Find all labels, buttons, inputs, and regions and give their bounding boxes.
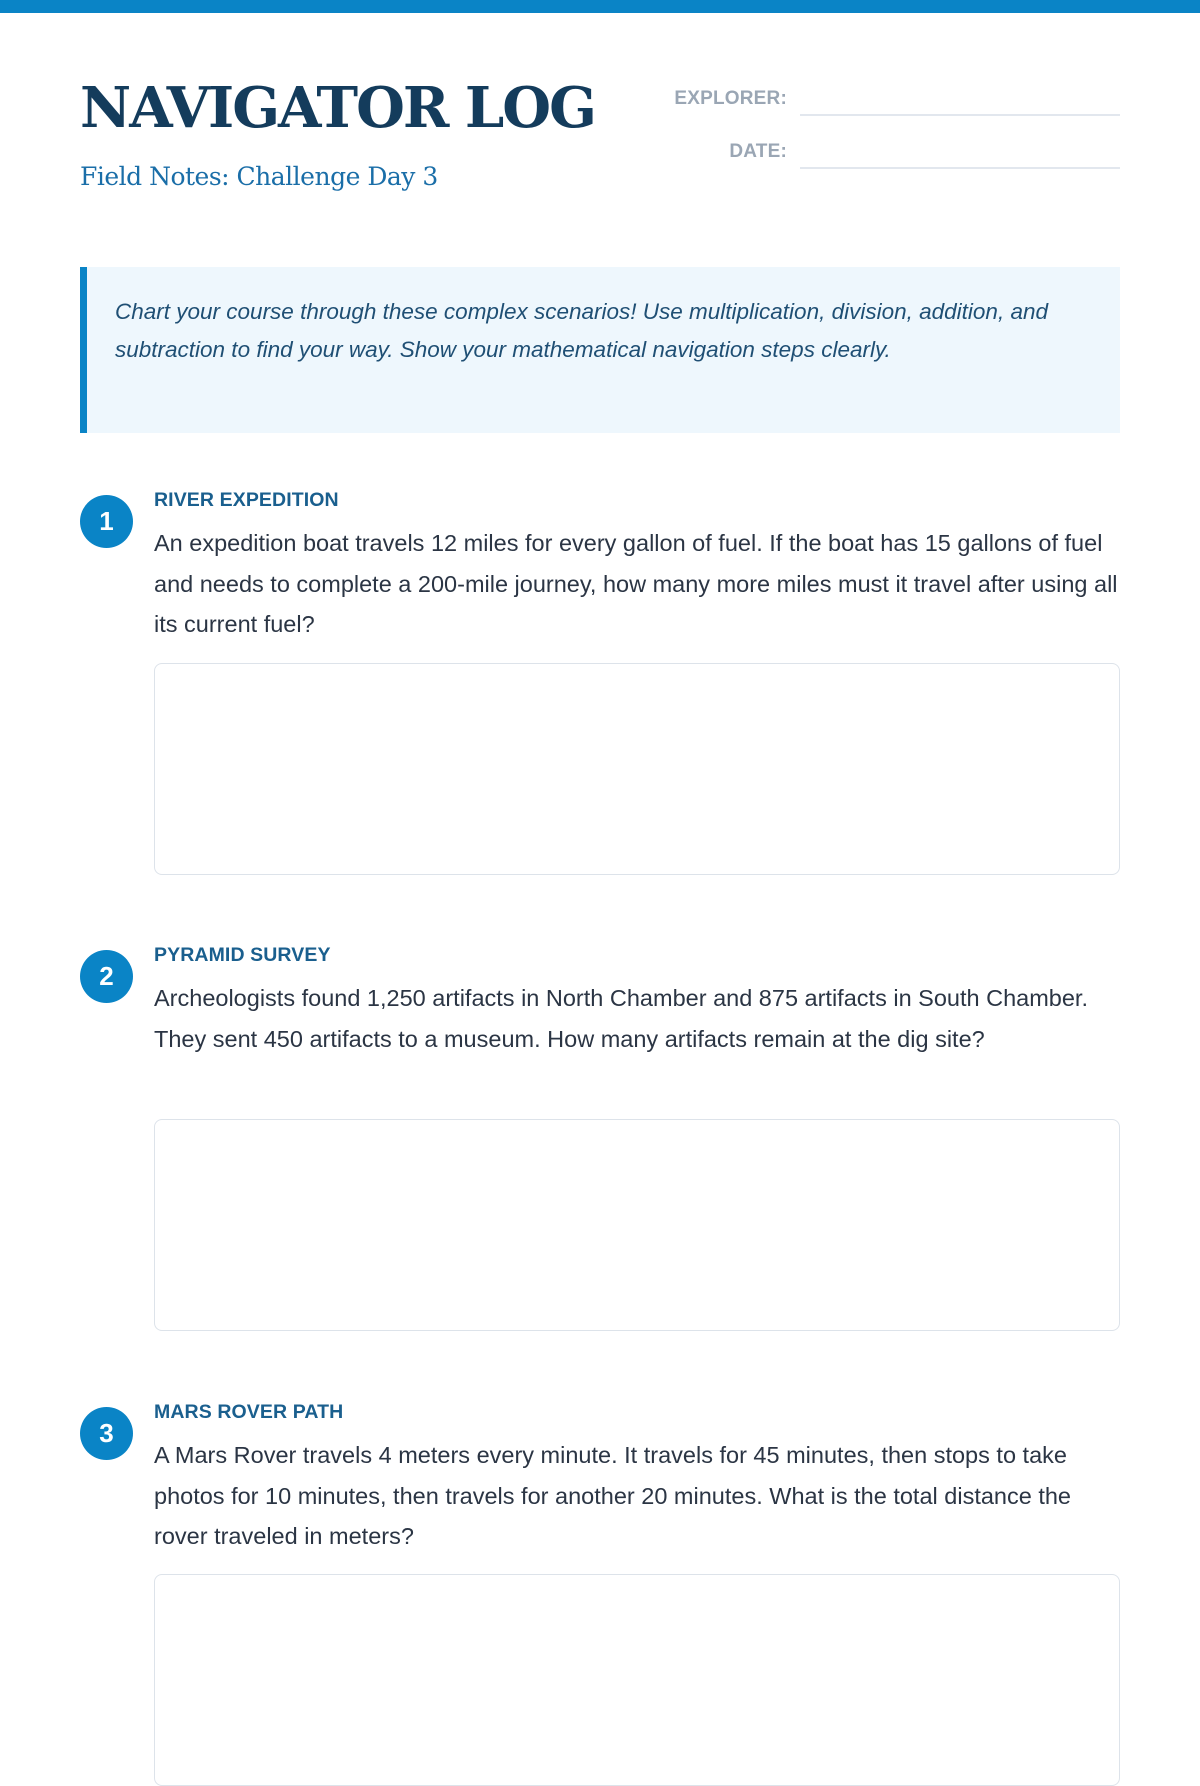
problem-text: Archeologists found 1,250 artifacts in North Chamber and 875 artifacts in South Chamber. They sent 450 artifacts to a museum. How many artifacts remain at the dig site? [154, 985, 1088, 1052]
problem-title: RIVER EXPEDITION [154, 489, 339, 511]
explorer-label: EXPLORER: [674, 88, 787, 109]
date-label: DATE: [729, 141, 787, 162]
date-field[interactable] [800, 167, 1120, 169]
answer-box[interactable] [154, 1574, 1120, 1786]
explorer-row [640, 86, 1120, 116]
page-title: NAVIGATOR LOG [80, 75, 595, 141]
problem-text: An expedition boat travels 12 miles for every gallon of fuel. If the boat has 15 gallons of fuel and needs to complete a 200-mile journey, how many more miles must it travel after using all its current fuel? [154, 530, 1118, 637]
problem-number-badge: 3 [80, 1407, 133, 1460]
top-accent-bar [0, 0, 1200, 13]
intro-callout [80, 267, 1120, 433]
answer-box[interactable] [154, 663, 1120, 875]
problem-title: PYRAMID SURVEY [154, 944, 331, 966]
page-subtitle: Field Notes: Challenge Day 3 [80, 162, 438, 191]
problem-text: A Mars Rover travels 4 meters every minute. It travels for 45 minutes, then stops to take photos for 10 minutes, then travels for another 20 minutes. What is the total distance the rover traveled in meters? [154, 1442, 1072, 1549]
intro-text: Chart your course through these complex scenarios! Use multiplication, division, addition, and subtraction to find your way. Show your mathematical navigation steps clearly. [115, 299, 1048, 362]
answer-box[interactable] [154, 1119, 1120, 1331]
explorer-field[interactable] [800, 114, 1120, 116]
problem-title: MARS ROVER PATH [154, 1401, 344, 1423]
problem-number-badge: 2 [80, 950, 133, 1003]
problem-number-badge: 1 [80, 495, 133, 548]
date-row [640, 139, 1120, 169]
